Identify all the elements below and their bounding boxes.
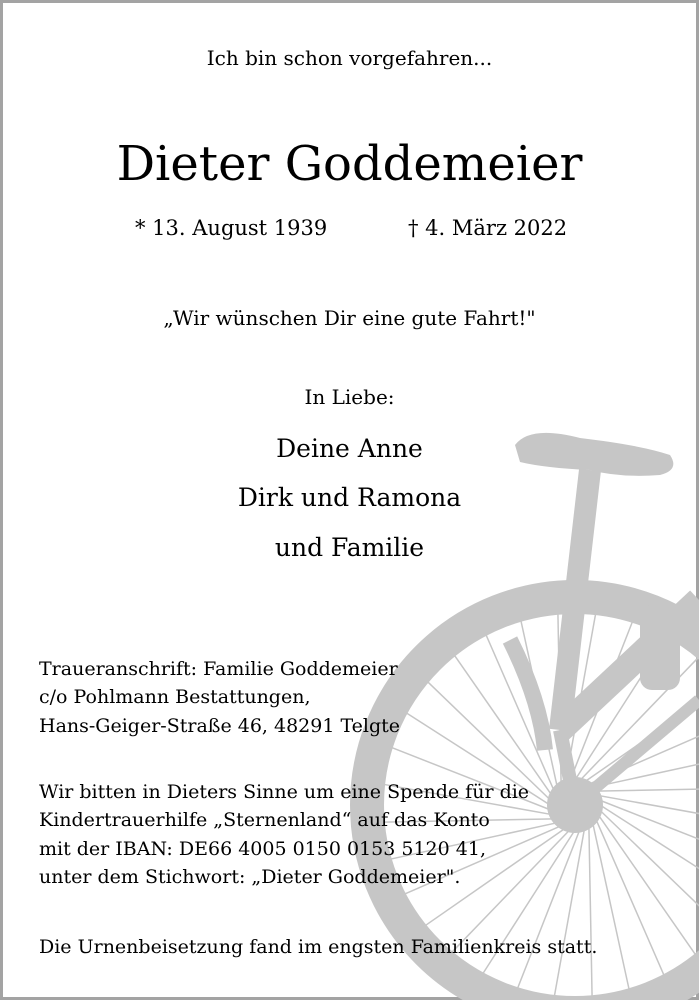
donation-line: Kindertrauerhilfe „Sternenland“ auf das Konto (39, 809, 490, 831)
wheel-spoke (596, 819, 664, 975)
donation-line: mit der IBAN: DE66 4005 0150 0153 5120 41, (39, 838, 486, 860)
address-line: Hans-Geiger-Straße 46, 48291 Telgte (39, 715, 401, 737)
address-line: Traueranschrift: Familie Goddemeier (39, 658, 398, 680)
deceased-name: Dieter Goddemeier (116, 136, 583, 192)
in-love-label: In Liebe: (304, 385, 395, 409)
wheel-spoke (600, 810, 699, 928)
family-line: Dirk und Ramona (237, 483, 462, 512)
wheel-spoke (596, 788, 699, 791)
address-line: c/o Pohlmann Bestattungen, (39, 686, 311, 708)
quote: „Wir wünschen Dir eine gute Fahrt!" (163, 306, 536, 330)
wheel-spoke (598, 795, 699, 825)
donation-line: unter dem Stichwort: „Dieter Goddemeier". (39, 866, 461, 888)
wheel-spoke (554, 828, 584, 996)
family-line: Deine Anne (276, 434, 423, 463)
burial-note: Die Urnenbeisetzung fand im engsten Familienkreis statt. (39, 936, 598, 958)
death-date: † 4. März 2022 (408, 216, 568, 240)
birth-date: * 13. August 1939 (135, 216, 328, 240)
wheel-spoke (600, 805, 699, 897)
donation-line: Wir bitten in Dieters Sinne um eine Spende für die (39, 781, 530, 803)
wheel-spoke (593, 823, 629, 990)
intro-line: Ich bin schon vorgefahren... (206, 46, 493, 70)
family-line: und Familie (274, 533, 425, 562)
wheel-spoke (589, 826, 592, 996)
wheel-spoke (600, 800, 699, 862)
